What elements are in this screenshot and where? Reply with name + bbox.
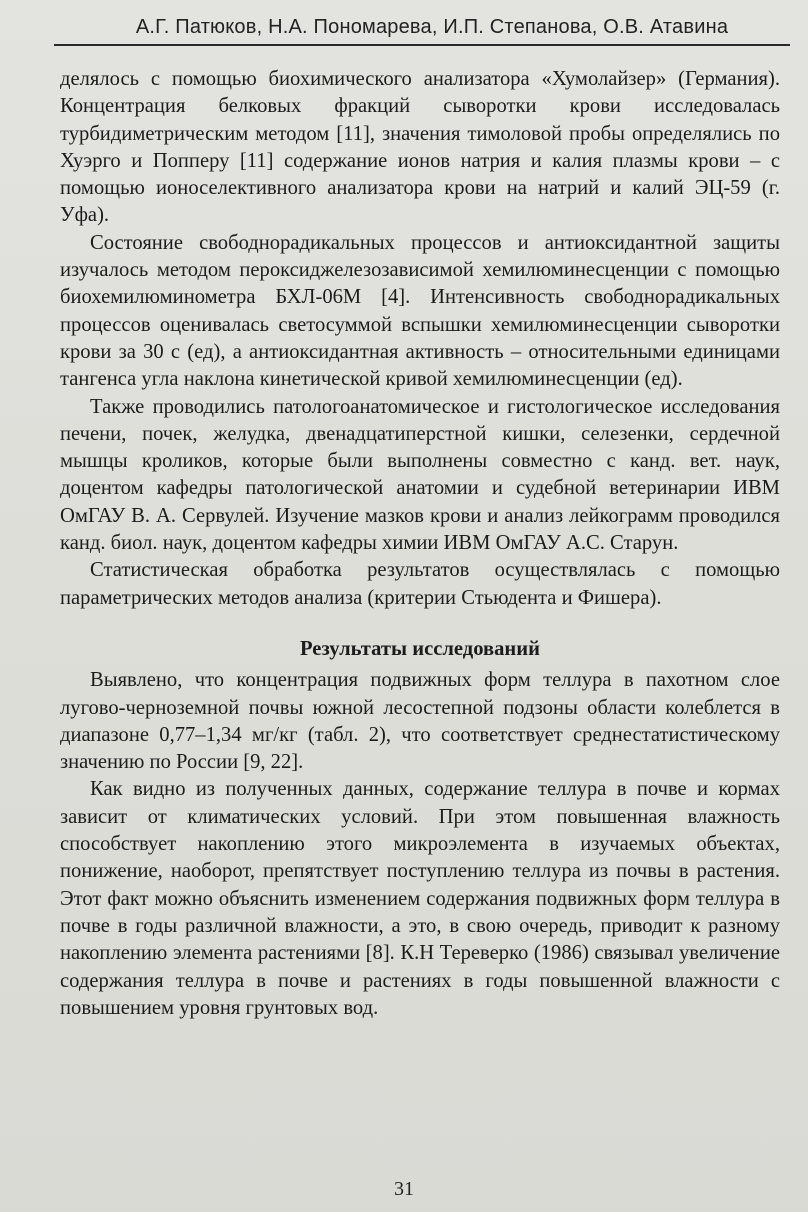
paragraph-statistics: Статистическая обработка результатов осуществлялась с помощью параметрических методов анализа (критерии Стьюдента и Фишера). (60, 559, 780, 609)
header-rule (54, 44, 790, 46)
paragraph-histology: Также проводились патологоанатомическое и гистологическое исследования печени, почек, желудка, двенадцатиперстной кишки, селезенки, сердечной мышцы кроликов, которые были выполнены совместно с канд. вет. наук, доцентом кафедры патологической анатомии и судебной ветеринарии ИВМ ОмГАУ В. А. Сервулей. Изучение мазков крови и анализ лейкограмм проводился канд. биол. наук, доцентом кафедры химии ИВМ ОмГАУ А.С. Старун. (60, 395, 780, 555)
paragraph-chemiluminescence: Состояние свободнорадикальных процессов и антиоксидантной защиты изучалось методом пероксиджелезозависимой хемилюминесценции с помощью биохемилюминометра БХЛ-06М [4]. Интенсивность свободнорадикальных процессов оценивалась светосуммой вспышки хемилюминесценции сыворотки крови за 30 с (ед), а антиоксидантная активность – относительными единицами тангенса угла наклона кинетической кривой хемилюминесценции (ед). (60, 231, 780, 391)
paragraph-climate-dependence: Как видно из полученных данных, содержание теллура в почве и кормах зависит от климатических условий. При этом повышенная влажность способствует накоплению этого микроэлемента в изучаемых объектах, понижение, наоборот, препятствует поступлению теллура из почвы в растения. Этот факт можно объяснить изменением содержания подвижных форм теллура в почве в годы различной влажности, а это, в свою очередь, приводит к разному накоплению элемента растениями [8]. К.Н Тереверко (1986) связывал увеличение содержания теллура в почве и растениях в годы повышенной влажности с повышением уровня грунтовых вод. (60, 778, 780, 1019)
running-header: А.Г. Патюков, Н.А. Пономарева, И.П. Степанова, О.В. Атавина (135, 16, 729, 38)
paragraph-tellurium-concentration: Выявлено, что концентрация подвижных форм теллура в пахотном слое лугово-черноземной почвы южной лесостепной подзоны области колеблется в диапазоне 0,77–1,34 мг/кг (табл. 2), что соответствует среднестатистическому значению по России [9, 22]. (60, 669, 780, 774)
body-text (60, 66, 780, 1022)
page-number: 31 (394, 1178, 414, 1200)
section-title: Результаты исследований (300, 637, 540, 660)
paragraph-continuation: делялось с помощью биохимического анализатора «Хумолайзер» (Германия). Концентрация белковых фракций сыворотки крови исследовалась турбидиметрическим методом [11], значения тимоловой пробы определялись по Хуэрго и Попперу [11] содержание ионов натрия и калия плазмы крови – с помощью ионоселективного анализатора крови на натрий и калий ЭЦ-59 (г. Уфа). (60, 68, 780, 227)
